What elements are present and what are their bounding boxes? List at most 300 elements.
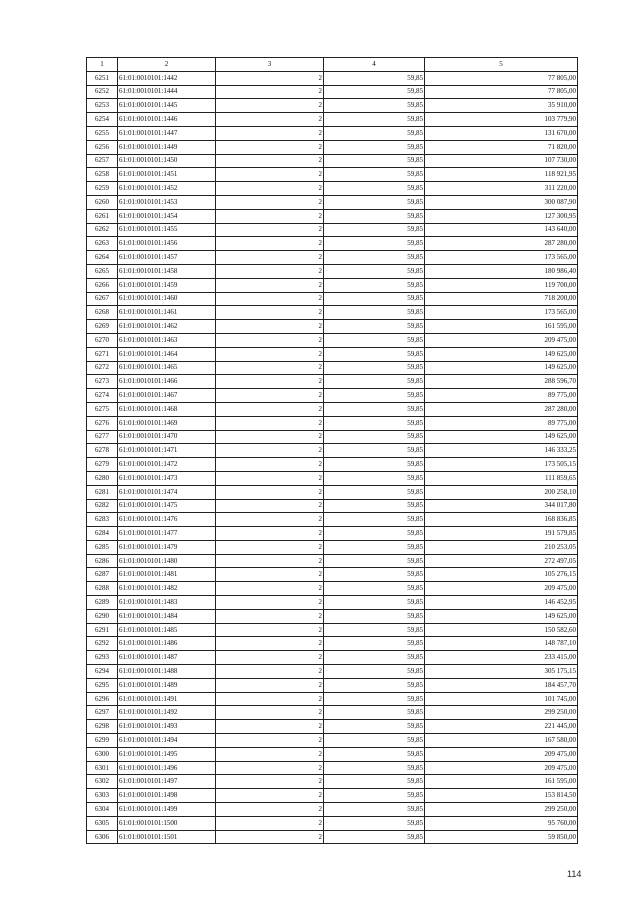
column-3-cell: 2 bbox=[216, 651, 324, 665]
cadastral-number-cell: 61:01:0010101:1442 bbox=[118, 71, 216, 85]
table-row bbox=[87, 637, 578, 651]
table-row bbox=[87, 306, 578, 320]
column-4-cell: 59,85 bbox=[324, 168, 425, 182]
cadastral-number-cell: 61:01:0010101:1476 bbox=[118, 513, 216, 527]
column-3-cell: 2 bbox=[216, 292, 324, 306]
column-4-cell: 59,85 bbox=[324, 471, 425, 485]
row-number-cell: 6291 bbox=[87, 623, 118, 637]
cadastral-number-cell: 61:01:0010101:1497 bbox=[118, 775, 216, 789]
row-number-cell: 6296 bbox=[87, 692, 118, 706]
row-number-cell: 6261 bbox=[87, 209, 118, 223]
table-row bbox=[87, 168, 578, 182]
cadastral-number-cell: 61:01:0010101:1456 bbox=[118, 237, 216, 251]
column-3-cell: 2 bbox=[216, 320, 324, 334]
cadastral-number-cell: 61:01:0010101:1464 bbox=[118, 347, 216, 361]
column-4-cell: 59,85 bbox=[324, 747, 425, 761]
table-row bbox=[87, 237, 578, 251]
row-number-cell: 6303 bbox=[87, 789, 118, 803]
cadastral-number-cell: 61:01:0010101:1487 bbox=[118, 651, 216, 665]
column-3-cell: 2 bbox=[216, 278, 324, 292]
table-row bbox=[87, 803, 578, 817]
table-row bbox=[87, 126, 578, 140]
row-number-cell: 6257 bbox=[87, 154, 118, 168]
column-4-cell: 59,85 bbox=[324, 347, 425, 361]
column-3-cell: 2 bbox=[216, 99, 324, 113]
cadastral-number-cell: 61:01:0010101:1485 bbox=[118, 623, 216, 637]
column-3-cell: 2 bbox=[216, 182, 324, 196]
column-3-cell: 2 bbox=[216, 775, 324, 789]
row-number-cell: 6277 bbox=[87, 430, 118, 444]
column-5-cell: 287 280,00 bbox=[425, 402, 578, 416]
row-number-cell: 6266 bbox=[87, 278, 118, 292]
column-4-cell: 59,85 bbox=[324, 485, 425, 499]
column-5-cell: 146 333,25 bbox=[425, 444, 578, 458]
cadastral-number-cell: 61:01:0010101:1446 bbox=[118, 113, 216, 127]
table-row bbox=[87, 582, 578, 596]
row-number-cell: 6274 bbox=[87, 389, 118, 403]
cadastral-number-cell: 61:01:0010101:1473 bbox=[118, 471, 216, 485]
table-row bbox=[87, 816, 578, 830]
cadastral-number-cell: 61:01:0010101:1457 bbox=[118, 251, 216, 265]
column-5-cell: 200 258,10 bbox=[425, 485, 578, 499]
table-row bbox=[87, 113, 578, 127]
row-number-cell: 6294 bbox=[87, 665, 118, 679]
column-3-cell: 2 bbox=[216, 71, 324, 85]
cadastral-number-cell: 61:01:0010101:1449 bbox=[118, 140, 216, 154]
column-4-cell: 59,85 bbox=[324, 692, 425, 706]
table-row bbox=[87, 499, 578, 513]
table-row bbox=[87, 182, 578, 196]
column-5-cell: 143 640,00 bbox=[425, 223, 578, 237]
cadastral-number-cell: 61:01:0010101:1455 bbox=[118, 223, 216, 237]
cadastral-number-cell: 61:01:0010101:1472 bbox=[118, 458, 216, 472]
column-5-cell: 95 760,00 bbox=[425, 816, 578, 830]
column-3-cell: 2 bbox=[216, 154, 324, 168]
column-4-cell: 59,85 bbox=[324, 499, 425, 513]
cadastral-number-cell: 61:01:0010101:1501 bbox=[118, 830, 216, 844]
column-3-cell: 2 bbox=[216, 195, 324, 209]
column-5-cell: 149 625,00 bbox=[425, 347, 578, 361]
row-number-cell: 6258 bbox=[87, 168, 118, 182]
column-3-cell: 2 bbox=[216, 803, 324, 817]
column-3-cell: 2 bbox=[216, 237, 324, 251]
column-3-cell: 2 bbox=[216, 458, 324, 472]
column-3-cell: 2 bbox=[216, 747, 324, 761]
column-4-cell: 59,85 bbox=[324, 320, 425, 334]
column-3-cell: 2 bbox=[216, 582, 324, 596]
cadastral-number-cell: 61:01:0010101:1450 bbox=[118, 154, 216, 168]
row-number-cell: 6292 bbox=[87, 637, 118, 651]
table-row bbox=[87, 251, 578, 265]
column-3-cell: 2 bbox=[216, 430, 324, 444]
cadastral-number-cell: 61:01:0010101:1445 bbox=[118, 99, 216, 113]
table-row bbox=[87, 623, 578, 637]
data-table-body bbox=[87, 58, 578, 844]
row-number-cell: 6289 bbox=[87, 596, 118, 610]
column-5-cell: 161 595,00 bbox=[425, 320, 578, 334]
column-5-cell: 77 805,00 bbox=[425, 85, 578, 99]
column-3-cell: 2 bbox=[216, 637, 324, 651]
table-row bbox=[87, 278, 578, 292]
row-number-cell: 6276 bbox=[87, 416, 118, 430]
column-5-cell: 300 087,90 bbox=[425, 195, 578, 209]
cadastral-number-cell: 61:01:0010101:1479 bbox=[118, 540, 216, 554]
row-number-cell: 6293 bbox=[87, 651, 118, 665]
column-3-cell: 2 bbox=[216, 554, 324, 568]
column-5-cell: 167 580,00 bbox=[425, 734, 578, 748]
column-5-cell: 146 452,95 bbox=[425, 596, 578, 610]
table-row bbox=[87, 568, 578, 582]
column-4-cell: 59,85 bbox=[324, 154, 425, 168]
column-4-cell: 59,85 bbox=[324, 237, 425, 251]
column-4-cell: 59,85 bbox=[324, 444, 425, 458]
cadastral-number-cell: 61:01:0010101:1458 bbox=[118, 264, 216, 278]
cadastral-number-cell: 61:01:0010101:1480 bbox=[118, 554, 216, 568]
column-4-cell: 59,85 bbox=[324, 775, 425, 789]
column-3-cell: 2 bbox=[216, 113, 324, 127]
cadastral-number-cell: 61:01:0010101:1482 bbox=[118, 582, 216, 596]
column-5-cell: 233 415,00 bbox=[425, 651, 578, 665]
table-row bbox=[87, 99, 578, 113]
column-3-cell: 2 bbox=[216, 85, 324, 99]
cadastral-number-cell: 61:01:0010101:1483 bbox=[118, 596, 216, 610]
column-4-cell: 59,85 bbox=[324, 389, 425, 403]
table-row bbox=[87, 444, 578, 458]
column-header: 4 bbox=[324, 58, 425, 72]
table-row bbox=[87, 651, 578, 665]
column-5-cell: 299 250,00 bbox=[425, 706, 578, 720]
column-3-cell: 2 bbox=[216, 706, 324, 720]
column-4-cell: 59,85 bbox=[324, 182, 425, 196]
column-5-cell: 119 700,00 bbox=[425, 278, 578, 292]
table-row bbox=[87, 333, 578, 347]
table-row bbox=[87, 223, 578, 237]
column-5-cell: 344 017,80 bbox=[425, 499, 578, 513]
column-5-cell: 127 300,95 bbox=[425, 209, 578, 223]
column-4-cell: 59,85 bbox=[324, 430, 425, 444]
row-number-cell: 6264 bbox=[87, 251, 118, 265]
table-header-row bbox=[87, 58, 578, 72]
cadastral-number-cell: 61:01:0010101:1444 bbox=[118, 85, 216, 99]
cadastral-number-cell: 61:01:0010101:1474 bbox=[118, 485, 216, 499]
column-5-cell: 718 200,00 bbox=[425, 292, 578, 306]
column-4-cell: 59,85 bbox=[324, 720, 425, 734]
row-number-cell: 6295 bbox=[87, 678, 118, 692]
column-4-cell: 59,85 bbox=[324, 678, 425, 692]
column-3-cell: 2 bbox=[216, 734, 324, 748]
column-5-cell: 89 775,00 bbox=[425, 416, 578, 430]
row-number-cell: 6253 bbox=[87, 99, 118, 113]
row-number-cell: 6290 bbox=[87, 609, 118, 623]
row-number-cell: 6267 bbox=[87, 292, 118, 306]
row-number-cell: 6254 bbox=[87, 113, 118, 127]
table-row bbox=[87, 830, 578, 844]
column-3-cell: 2 bbox=[216, 126, 324, 140]
column-5-cell: 184 457,70 bbox=[425, 678, 578, 692]
table-row bbox=[87, 734, 578, 748]
column-4-cell: 59,85 bbox=[324, 582, 425, 596]
row-number-cell: 6278 bbox=[87, 444, 118, 458]
table-row bbox=[87, 720, 578, 734]
cadastral-number-cell: 61:01:0010101:1468 bbox=[118, 402, 216, 416]
row-number-cell: 6271 bbox=[87, 347, 118, 361]
table-row bbox=[87, 596, 578, 610]
column-3-cell: 2 bbox=[216, 333, 324, 347]
table-row bbox=[87, 154, 578, 168]
cadastral-number-cell: 61:01:0010101:1461 bbox=[118, 306, 216, 320]
column-4-cell: 59,85 bbox=[324, 816, 425, 830]
column-5-cell: 210 253,05 bbox=[425, 540, 578, 554]
row-number-cell: 6273 bbox=[87, 375, 118, 389]
column-3-cell: 2 bbox=[216, 444, 324, 458]
cadastral-number-cell: 61:01:0010101:1491 bbox=[118, 692, 216, 706]
column-3-cell: 2 bbox=[216, 720, 324, 734]
cadastral-number-cell: 61:01:0010101:1459 bbox=[118, 278, 216, 292]
column-4-cell: 59,85 bbox=[324, 803, 425, 817]
row-number-cell: 6284 bbox=[87, 527, 118, 541]
column-4-cell: 59,85 bbox=[324, 609, 425, 623]
column-4-cell: 59,85 bbox=[324, 789, 425, 803]
cadastral-number-cell: 61:01:0010101:1467 bbox=[118, 389, 216, 403]
table-row bbox=[87, 789, 578, 803]
column-5-cell: 103 779,90 bbox=[425, 113, 578, 127]
column-3-cell: 2 bbox=[216, 306, 324, 320]
table-row bbox=[87, 458, 578, 472]
column-3-cell: 2 bbox=[216, 223, 324, 237]
column-5-cell: 311 220,00 bbox=[425, 182, 578, 196]
column-4-cell: 59,85 bbox=[324, 637, 425, 651]
table-row bbox=[87, 375, 578, 389]
column-4-cell: 59,85 bbox=[324, 85, 425, 99]
column-4-cell: 59,85 bbox=[324, 651, 425, 665]
column-3-cell: 2 bbox=[216, 540, 324, 554]
cadastral-number-cell: 61:01:0010101:1496 bbox=[118, 761, 216, 775]
row-number-cell: 6302 bbox=[87, 775, 118, 789]
row-number-cell: 6304 bbox=[87, 803, 118, 817]
column-4-cell: 59,85 bbox=[324, 513, 425, 527]
cadastral-number-cell: 61:01:0010101:1493 bbox=[118, 720, 216, 734]
row-number-cell: 6269 bbox=[87, 320, 118, 334]
cadastral-number-cell: 61:01:0010101:1462 bbox=[118, 320, 216, 334]
column-3-cell: 2 bbox=[216, 623, 324, 637]
row-number-cell: 6280 bbox=[87, 471, 118, 485]
column-5-cell: 101 745,00 bbox=[425, 692, 578, 706]
column-4-cell: 59,85 bbox=[324, 706, 425, 720]
row-number-cell: 6305 bbox=[87, 816, 118, 830]
table-row bbox=[87, 430, 578, 444]
column-5-cell: 288 596,70 bbox=[425, 375, 578, 389]
table-row bbox=[87, 416, 578, 430]
column-3-cell: 2 bbox=[216, 499, 324, 513]
column-4-cell: 59,85 bbox=[324, 734, 425, 748]
table-row bbox=[87, 320, 578, 334]
row-number-cell: 6259 bbox=[87, 182, 118, 196]
cadastral-number-cell: 61:01:0010101:1469 bbox=[118, 416, 216, 430]
column-header: 3 bbox=[216, 58, 324, 72]
row-number-cell: 6255 bbox=[87, 126, 118, 140]
column-4-cell: 59,85 bbox=[324, 554, 425, 568]
column-4-cell: 59,85 bbox=[324, 278, 425, 292]
table-row bbox=[87, 85, 578, 99]
table-row bbox=[87, 361, 578, 375]
table-row bbox=[87, 665, 578, 679]
row-number-cell: 6297 bbox=[87, 706, 118, 720]
row-number-cell: 6283 bbox=[87, 513, 118, 527]
column-4-cell: 59,85 bbox=[324, 830, 425, 844]
table-row bbox=[87, 775, 578, 789]
row-number-cell: 6251 bbox=[87, 71, 118, 85]
row-number-cell: 6281 bbox=[87, 485, 118, 499]
cadastral-number-cell: 61:01:0010101:1499 bbox=[118, 803, 216, 817]
column-3-cell: 2 bbox=[216, 209, 324, 223]
column-4-cell: 59,85 bbox=[324, 113, 425, 127]
table-row bbox=[87, 513, 578, 527]
table-row bbox=[87, 402, 578, 416]
column-4-cell: 59,85 bbox=[324, 402, 425, 416]
data-table bbox=[86, 57, 578, 844]
row-number-cell: 6262 bbox=[87, 223, 118, 237]
row-number-cell: 6279 bbox=[87, 458, 118, 472]
column-5-cell: 209 475,00 bbox=[425, 747, 578, 761]
row-number-cell: 6300 bbox=[87, 747, 118, 761]
column-3-cell: 2 bbox=[216, 402, 324, 416]
row-number-cell: 6275 bbox=[87, 402, 118, 416]
row-number-cell: 6301 bbox=[87, 761, 118, 775]
table-row bbox=[87, 706, 578, 720]
cadastral-number-cell: 61:01:0010101:1475 bbox=[118, 499, 216, 513]
table-row bbox=[87, 747, 578, 761]
column-3-cell: 2 bbox=[216, 665, 324, 679]
row-number-cell: 6286 bbox=[87, 554, 118, 568]
column-4-cell: 59,85 bbox=[324, 568, 425, 582]
row-number-cell: 6256 bbox=[87, 140, 118, 154]
column-5-cell: 209 475,00 bbox=[425, 761, 578, 775]
table-row bbox=[87, 692, 578, 706]
column-5-cell: 105 276,15 bbox=[425, 568, 578, 582]
column-5-cell: 118 921,95 bbox=[425, 168, 578, 182]
table-row bbox=[87, 761, 578, 775]
column-5-cell: 71 820,00 bbox=[425, 140, 578, 154]
column-5-cell: 107 730,00 bbox=[425, 154, 578, 168]
column-3-cell: 2 bbox=[216, 485, 324, 499]
table-row bbox=[87, 71, 578, 85]
row-number-cell: 6270 bbox=[87, 333, 118, 347]
column-5-cell: 209 475,00 bbox=[425, 333, 578, 347]
column-3-cell: 2 bbox=[216, 375, 324, 389]
column-4-cell: 59,85 bbox=[324, 333, 425, 347]
column-3-cell: 2 bbox=[216, 389, 324, 403]
column-4-cell: 59,85 bbox=[324, 361, 425, 375]
row-number-cell: 6263 bbox=[87, 237, 118, 251]
table-row bbox=[87, 609, 578, 623]
row-number-cell: 6268 bbox=[87, 306, 118, 320]
column-5-cell: 35 910,00 bbox=[425, 99, 578, 113]
column-5-cell: 180 986,40 bbox=[425, 264, 578, 278]
column-4-cell: 59,85 bbox=[324, 195, 425, 209]
column-3-cell: 2 bbox=[216, 416, 324, 430]
row-number-cell: 6288 bbox=[87, 582, 118, 596]
table-row bbox=[87, 485, 578, 499]
column-4-cell: 59,85 bbox=[324, 99, 425, 113]
column-4-cell: 59,85 bbox=[324, 140, 425, 154]
column-3-cell: 2 bbox=[216, 471, 324, 485]
table-row bbox=[87, 471, 578, 485]
column-3-cell: 2 bbox=[216, 609, 324, 623]
table-row bbox=[87, 264, 578, 278]
column-4-cell: 59,85 bbox=[324, 264, 425, 278]
table-row bbox=[87, 347, 578, 361]
column-3-cell: 2 bbox=[216, 347, 324, 361]
column-5-cell: 89 775,00 bbox=[425, 389, 578, 403]
column-4-cell: 59,85 bbox=[324, 458, 425, 472]
column-3-cell: 2 bbox=[216, 251, 324, 265]
row-number-cell: 6282 bbox=[87, 499, 118, 513]
column-3-cell: 2 bbox=[216, 761, 324, 775]
cadastral-number-cell: 61:01:0010101:1465 bbox=[118, 361, 216, 375]
table-row bbox=[87, 195, 578, 209]
row-number-cell: 6285 bbox=[87, 540, 118, 554]
column-5-cell: 191 579,85 bbox=[425, 527, 578, 541]
cadastral-number-cell: 61:01:0010101:1500 bbox=[118, 816, 216, 830]
table-row bbox=[87, 527, 578, 541]
column-5-cell: 305 175,15 bbox=[425, 665, 578, 679]
column-5-cell: 168 836,85 bbox=[425, 513, 578, 527]
cadastral-number-cell: 61:01:0010101:1466 bbox=[118, 375, 216, 389]
page-number: 114 bbox=[567, 869, 582, 879]
column-5-cell: 149 625,00 bbox=[425, 609, 578, 623]
column-5-cell: 173 565,00 bbox=[425, 306, 578, 320]
cadastral-number-cell: 61:01:0010101:1454 bbox=[118, 209, 216, 223]
row-number-cell: 6306 bbox=[87, 830, 118, 844]
column-5-cell: 299 250,00 bbox=[425, 803, 578, 817]
cadastral-number-cell: 61:01:0010101:1451 bbox=[118, 168, 216, 182]
column-4-cell: 59,85 bbox=[324, 251, 425, 265]
column-5-cell: 153 814,50 bbox=[425, 789, 578, 803]
cadastral-number-cell: 61:01:0010101:1484 bbox=[118, 609, 216, 623]
table-row bbox=[87, 292, 578, 306]
column-header: 1 bbox=[87, 58, 118, 72]
cadastral-number-cell: 61:01:0010101:1463 bbox=[118, 333, 216, 347]
column-3-cell: 2 bbox=[216, 830, 324, 844]
table-row bbox=[87, 554, 578, 568]
column-5-cell: 173 505,15 bbox=[425, 458, 578, 472]
column-4-cell: 59,85 bbox=[324, 71, 425, 85]
cadastral-number-cell: 61:01:0010101:1495 bbox=[118, 747, 216, 761]
column-5-cell: 287 280,00 bbox=[425, 237, 578, 251]
cadastral-number-cell: 61:01:0010101:1453 bbox=[118, 195, 216, 209]
cadastral-number-cell: 61:01:0010101:1477 bbox=[118, 527, 216, 541]
column-5-cell: 131 670,00 bbox=[425, 126, 578, 140]
column-5-cell: 173 565,00 bbox=[425, 251, 578, 265]
column-4-cell: 59,85 bbox=[324, 209, 425, 223]
table-row bbox=[87, 389, 578, 403]
column-3-cell: 2 bbox=[216, 527, 324, 541]
row-number-cell: 6287 bbox=[87, 568, 118, 582]
row-number-cell: 6260 bbox=[87, 195, 118, 209]
column-5-cell: 161 595,00 bbox=[425, 775, 578, 789]
cadastral-number-cell: 61:01:0010101:1488 bbox=[118, 665, 216, 679]
column-5-cell: 77 805,00 bbox=[425, 71, 578, 85]
column-4-cell: 59,85 bbox=[324, 416, 425, 430]
column-4-cell: 59,85 bbox=[324, 223, 425, 237]
cadastral-number-cell: 61:01:0010101:1489 bbox=[118, 678, 216, 692]
cadastral-number-cell: 61:01:0010101:1447 bbox=[118, 126, 216, 140]
column-3-cell: 2 bbox=[216, 678, 324, 692]
column-4-cell: 59,85 bbox=[324, 306, 425, 320]
cadastral-number-cell: 61:01:0010101:1452 bbox=[118, 182, 216, 196]
column-3-cell: 2 bbox=[216, 513, 324, 527]
column-4-cell: 59,85 bbox=[324, 761, 425, 775]
